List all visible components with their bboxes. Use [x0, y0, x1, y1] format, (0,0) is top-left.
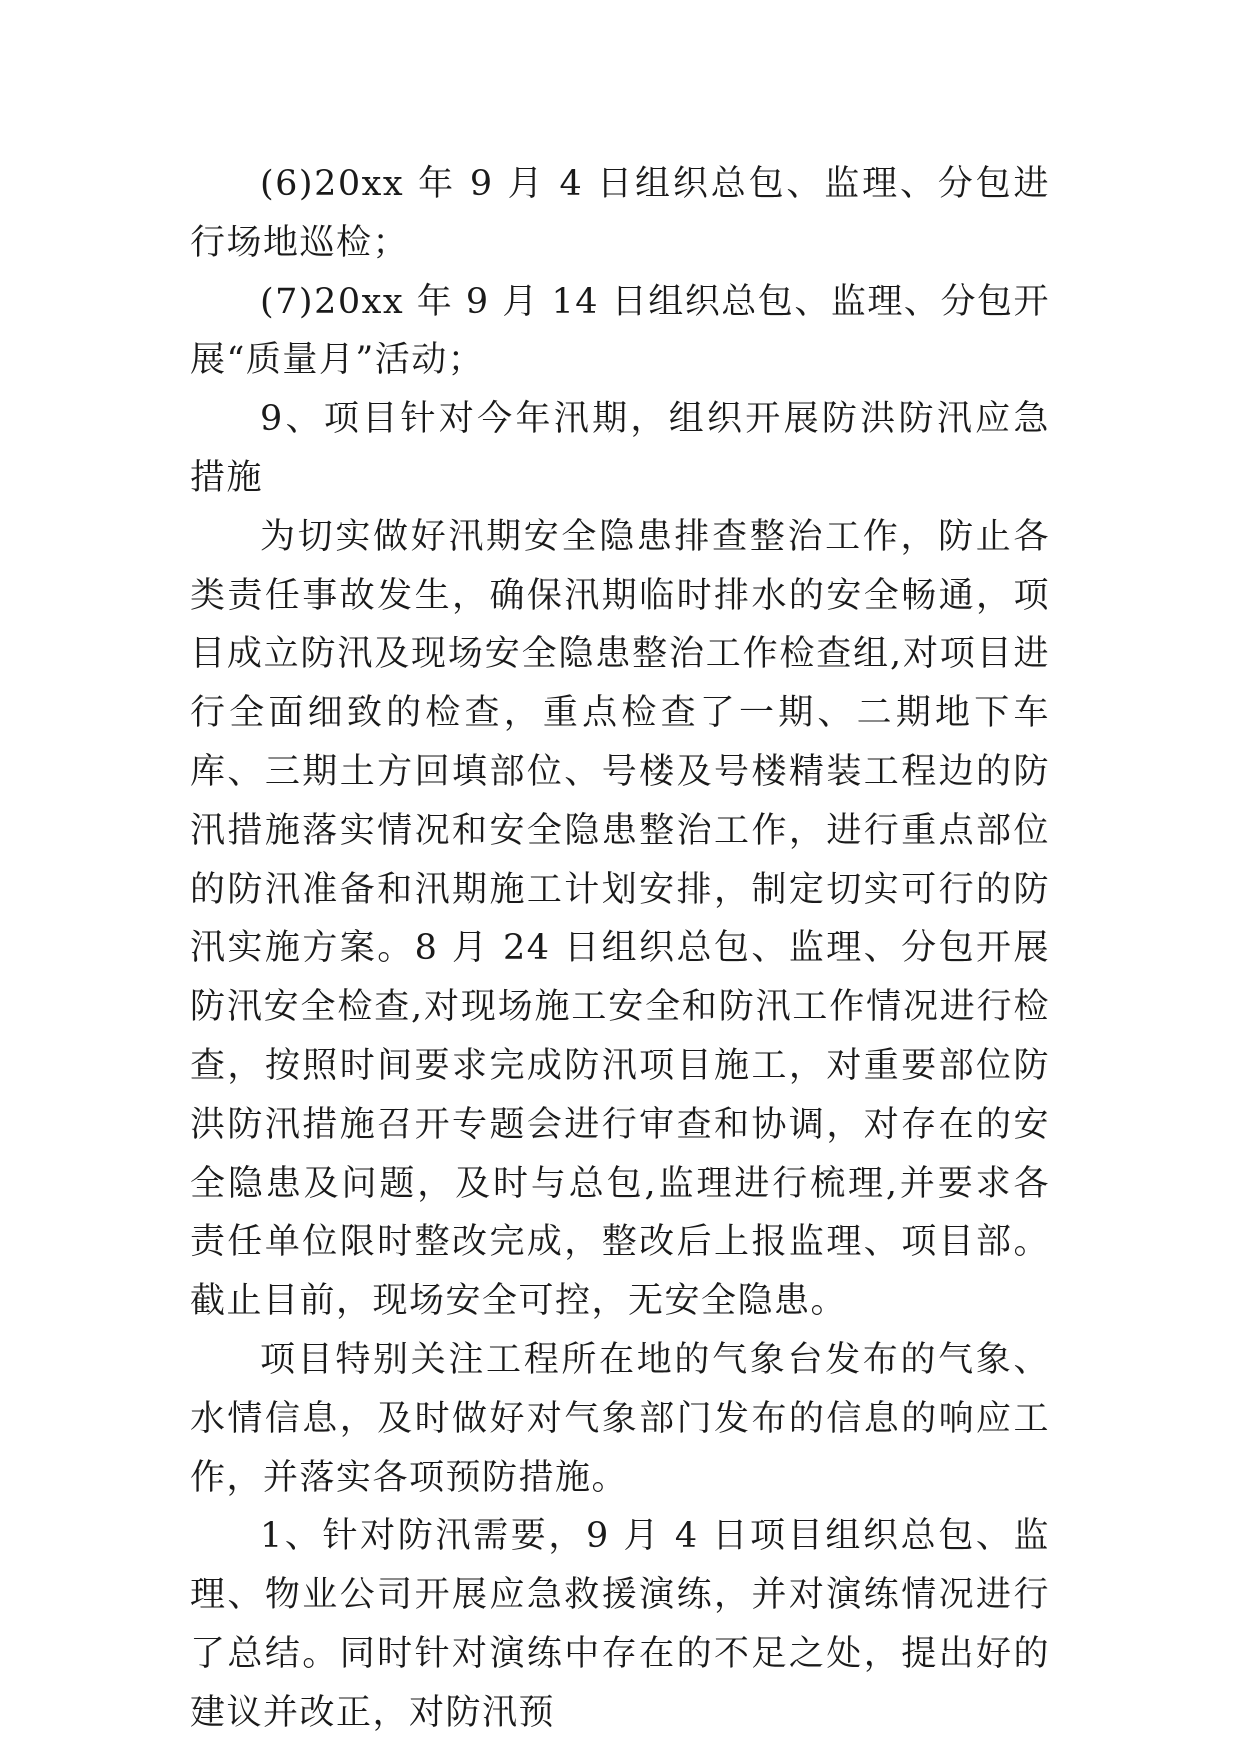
paragraph-flood-inspection: 为切实做好汛期安全隐患排查整治工作，防止各类责任事故发生，确保汛期临时排水的安全畅通，项目成立防汛及现场安全隐患整治工作检查组,对项目进行全面细致的检查，重点检查了一期、二期地下车库、三期土方回填部位、号楼及号楼精装工程边的防汛措施落实情况和安全隐患整治工作，进行重点部位的防汛准备和汛期施工计划安排，制定切实可行的防汛实施方案。8 月 24 日组织总包、监理、分包开展防汛安全检查,对现场施工安全和防汛工作情况进行检查，按照时间要求完成防汛项目施工，对重要部位防洪防汛措施召开专题会进行审查和协调，对存在的安全隐患及问题，及时与总包,监理进行梳理,并要求各责任单位限时整改完成，整改后上报监理、项目部。截止目前，现场安全可控，无安全隐患。 [190, 516, 1050, 1322]
paragraph-item-7: (7)20xx 年 9 月 14 日组织总包、监理、分包开展“质量月”活动； [190, 281, 1050, 381]
paragraph-emergency-drill: 1、针对防汛需要，9 月 4 日项目组织总包、监理、物业公司开展应急救援演练，并对演练情况进行了总结。同时针对演练中存在的不足之处，提出好的建议并改正，对防汛预 [190, 1516, 1050, 1733]
document-body [190, 155, 1050, 1743]
section-heading-9: 9、项目针对今年汛期，组织开展防洪防汛应急措施 [190, 399, 1050, 498]
paragraph-item-6: (6)20xx 年 9 月 4 日组织总包、监理、分包进行场地巡检； [190, 164, 1050, 263]
paragraph-weather-monitoring: 项目特别关注工程所在地的气象台发布的气象、水情信息，及时做好对气象部门发布的信息的响应工作，并落实各项预防措施。 [190, 1339, 1050, 1498]
